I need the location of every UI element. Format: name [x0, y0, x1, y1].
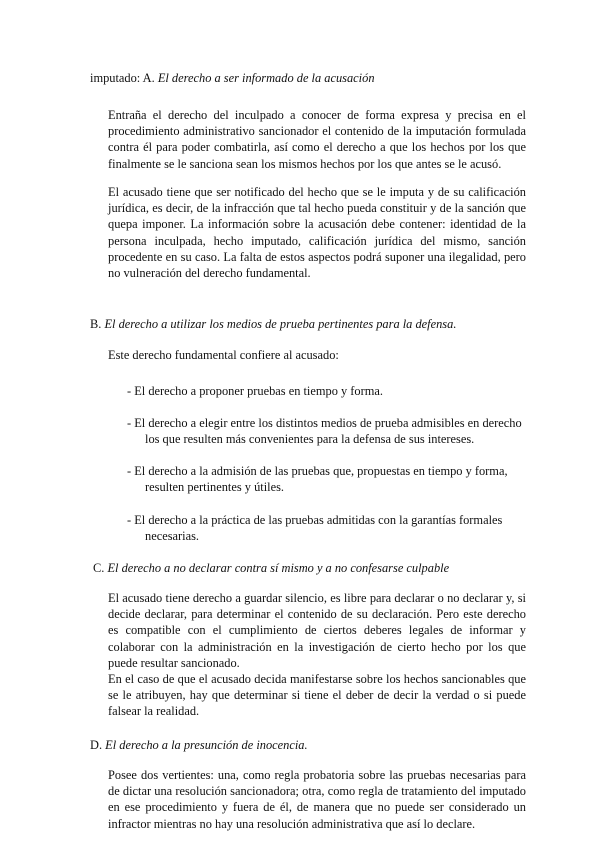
section-a-heading: [90, 70, 375, 86]
section-d-body: [108, 767, 526, 832]
section-d-label: D.: [90, 738, 103, 752]
section-b-heading: [90, 316, 456, 332]
list-item: [127, 512, 527, 544]
section-a-paragraph-1: [108, 107, 526, 172]
list-item-continuation: necesarias.: [145, 529, 200, 544]
list-item-continuation: los que resulten más convenientes para la defensa de sus intereses.: [145, 432, 475, 447]
list-item: [127, 463, 527, 495]
paragraph-text: Entraña el derecho del inculpado a conocer de forma expresa y precisa en el procedimiento administrativo sancionador el contenido de la imputación formulada contra él para poder combatirla, así como el derecho a que los hechos por los que finalmente se le sanciona sean los mismos hechos por los que antes se le acusó.: [108, 108, 526, 171]
section-c-body: [108, 590, 526, 720]
section-b-intro: Este derecho fundamental confiere al acusado:: [108, 348, 339, 362]
paragraph-text: Posee dos vertientes: una, como regla probatoria sobre las pruebas necesarias para de dictar una resolución sancionadora; otra, como regla de tratamiento del imputado en ese procedimiento y fuera de él, de manera que no puede ser considerado un infractor mientras no hay una resolución administrativa que así lo declare.: [108, 768, 526, 831]
section-c-title: El derecho a no declarar contra sí mismo y a no confesarse culpable: [107, 561, 450, 575]
list-item: [127, 415, 527, 447]
list-item-text: - El derecho a la admisión de las pruebas que, propuestas en tiempo y forma,: [127, 464, 508, 478]
section-b-label: B.: [90, 317, 102, 331]
paragraph-text: En el caso de que el acusado decida manifestarse sobre los hechos sancionables que se le atribuyen, hay que determinar si tiene el deber de decir la verdad o si puede falsear la realidad.: [108, 672, 526, 719]
section-b-title: El derecho a utilizar los medios de prueba pertinentes para la defensa.: [104, 317, 457, 331]
section-c-label: C.: [93, 561, 105, 575]
list-item-text: - El derecho a la práctica de las pruebas admitidas con la garantías formales: [127, 513, 503, 527]
paragraph-text: El acusado tiene que ser notificado del hecho que se le imputa y de su calificación jurídica, es decir, de la infracción que tal hecho pueda constituir y de la sanción que quepa imponer. La información sobre la acusación debe contener: identidad de la persona inculpada, hecho imputado, calificación jurídica del mismo, sanción procedente en su caso. La falta de estos aspectos podrá suponer una ilegalidad, pero no vulneración del derecho fundamental.: [108, 185, 526, 281]
section-d-heading: [90, 737, 308, 753]
section-c-heading: [93, 560, 449, 576]
list-item-text: - El derecho a proponer pruebas en tiempo y forma.: [127, 384, 383, 398]
list-item-text: - El derecho a elegir entre los distintos medios de prueba admisibles en derecho: [127, 416, 522, 430]
section-d-title: El derecho a la presunción de inocencia.: [105, 738, 308, 752]
list-item-continuation: resulten pertinentes y útiles.: [145, 480, 285, 495]
paragraph-text: El acusado tiene derecho a guardar silencio, es libre para declarar o no declarar y, si decide declarar, para determinar el contenido de su declaración. Pero este derecho es compatible con el cumplimiento de ciertos deberes legales de informar y colaborar con la administración en la investigación de cierto hecho por los que puede resultar sancionado.: [108, 591, 526, 670]
section-a-prefix: imputado: A.: [90, 71, 155, 85]
section-a-title: El derecho a ser informado de la acusación: [157, 71, 375, 85]
section-a-paragraph-2: [108, 184, 526, 281]
list-item: [127, 383, 527, 399]
